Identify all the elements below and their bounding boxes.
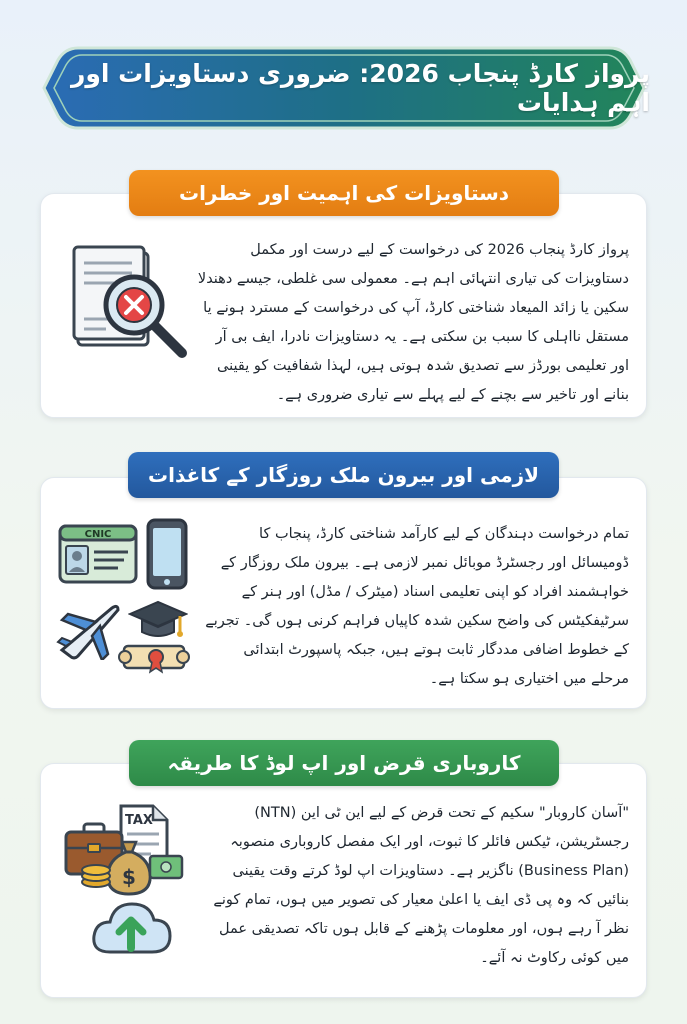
tax-label: TAX bbox=[125, 813, 153, 828]
section-body-business-loan: "آسان کاروبار" سکیم کے تحت قرض کے لیے این ٹی این (NTN) رجسٹریشن، ٹیکس فائلر کا ثبوت، اور ایک مفصل کاروباری منصوبہ (Business Plan) ناگزیر ہے۔ دستاویزات اپ لوڈ کرتے وقت یقینی بنائیں کہ وہ پی ڈی ایف یا اعلیٰ معیار کی تصویر میں ہوں، تمام کونے نظر آ رہے ہوں، اور معلومات پڑھنے کے قابل ہوں تاکہ تصدیقی عمل میں کوئی رکاوٹ نہ آئے۔ bbox=[213, 805, 629, 966]
mobile-phone-icon bbox=[146, 518, 188, 594]
coins-icon bbox=[76, 850, 184, 894]
section-heading-mandatory-documents: لازمی اور بیرون ملک روزگار کے کاغذات bbox=[128, 452, 559, 498]
section-heading-business-loan: کاروباری قرض اور اپ لوڈ کا طریقہ bbox=[129, 740, 559, 786]
section-body-documents-importance: پرواز کارڈ پنجاب 2026 کی درخواست کے لیے درست اور مکمل دستاویزات کی تیاری انتہائی اہم ہے۔ معمولی سی غلطی، جیسے دھندلا سکین یا زائد المیعاد شناختی کارڈ، آپ کی درخواست کے مسترد ہونے یا مستقل نااہلی کا سبب بن سکتی ہے۔ یہ دستاویزات نادرا، ایف بی آر اور تعلیمی بورڈز سے تصدیق شدہ ہوتی ہیں، لہذا شفافیت کو یقینی بنانے اور تاخیر سے بچنے کے لیے پہلے سے تیاری ضروری ہے۔ bbox=[197, 242, 629, 403]
cloud-upload-icon bbox=[90, 896, 172, 962]
money-symbol: $ bbox=[122, 865, 136, 889]
cnic-card-icon bbox=[58, 524, 138, 588]
certificate-scroll-icon bbox=[118, 640, 190, 678]
cnic-label: CNIC bbox=[84, 529, 112, 540]
title-banner bbox=[38, 40, 650, 136]
section-heading-documents-importance: دستاویزات کی اہمیت اور خطرات bbox=[129, 170, 559, 216]
airplane-icon bbox=[56, 600, 122, 664]
section-body-mandatory-documents: تمام درخواست دہندگان کے لیے کارآمد شناختی کارڈ، پنجاب کا ڈومیسائل اور رجسٹرڈ موبائل نمبر لازمی ہے۔ بیرون ملک روزگار کے خواہشمند افراد کو اپنی تعلیمی اسناد (میٹرک / مڈل) اور ہنر کے سرٹیفکیٹس کی واضح سکین شدہ کاپیاں فراہم کرنی ہوں گی۔ تجربے کے خطوط اضافی مددگار ثابت ہوتے ہیں، جبکہ پاسپورٹ ابتدائی مرحلے میں اختیاری ہو سکتا ہے۔ bbox=[205, 526, 629, 687]
document-rejected-icon bbox=[72, 243, 190, 367]
graduation-cap-icon bbox=[128, 598, 188, 646]
page-title: پرواز کارڈ پنجاب 2026: ضروری دستاویزات اور اہم ہدایات bbox=[70, 59, 650, 117]
